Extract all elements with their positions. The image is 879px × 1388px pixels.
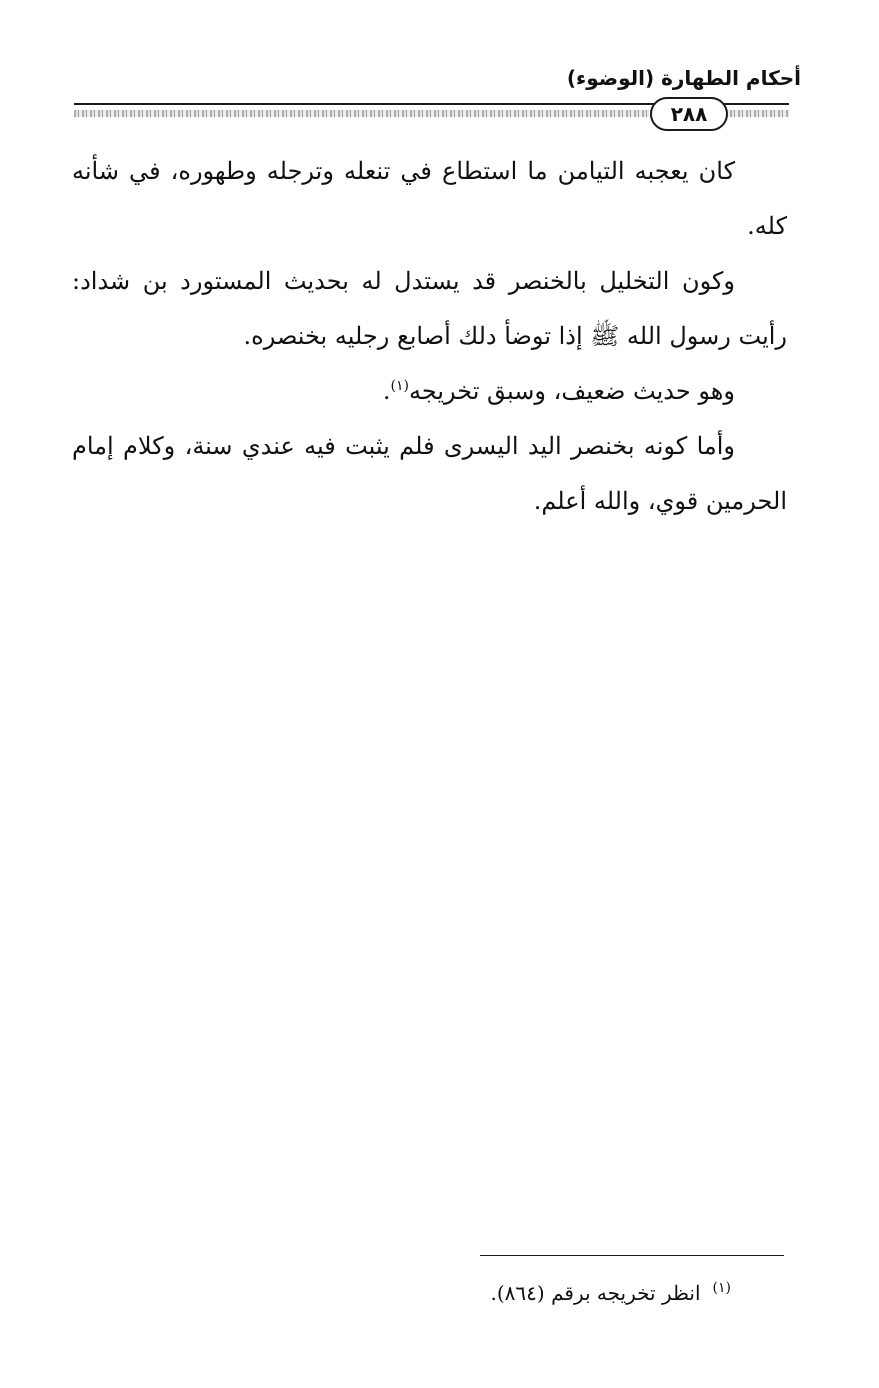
footnote-1	[491, 1278, 732, 1308]
paragraph-4: وأما كونه بخنصر اليد اليسرى فلم يثبت فيه عندي سنة، وكلام إمام الحرمين قوي، والله أعلم.	[72, 432, 787, 515]
paragraph-3-text: وهو حديث ضعيف، وسبق تخريجه	[408, 377, 735, 405]
paragraph-3	[72, 364, 787, 419]
paragraph-3-end: .	[382, 377, 391, 405]
page-number: ٢٨٨	[650, 97, 728, 131]
footnote-marker: (١)	[712, 1280, 731, 1297]
main-text	[72, 144, 787, 529]
running-header-title: أحكام الطهارة (الوضوء)	[566, 66, 801, 90]
footnote-reference[interactable]: (١)	[390, 378, 409, 394]
paragraph-2: وكون التخليل بالخنصر قد يستدل له بحديث المستورد بن شداد: رأيت رسول الله ﷺ إذا توضأ دلك أصابع رجليه بخنصره.	[72, 267, 787, 350]
footnote-text: انظر تخريجه برقم (٨٦٤).	[490, 1281, 701, 1305]
paragraph-1: كان يعجبه التيامن ما استطاع في تنعله وترجله وطهوره، في شأنه كله.	[72, 157, 787, 240]
footnote-separator	[480, 1255, 784, 1256]
